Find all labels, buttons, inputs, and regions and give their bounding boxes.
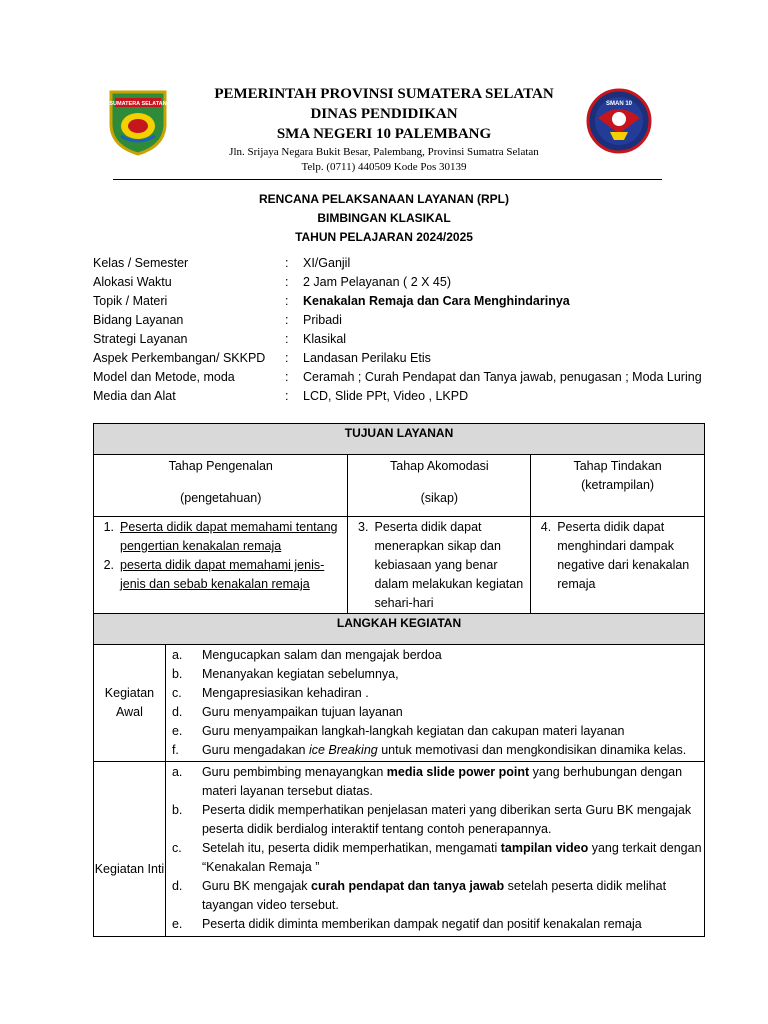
kegiatan-awal-label: Kegiatan Awal	[94, 645, 166, 762]
meta-label: Topik / Materi	[93, 294, 168, 308]
meta-label: Model dan Metode, moda	[93, 370, 235, 384]
list-item: d. Guru BK mengajak curah pendapat dan tanya jawab setelah peserta didik melihat tayangan video tersebut.	[171, 879, 667, 912]
kegiatan-awal-items	[165, 645, 704, 762]
meta-row	[93, 330, 713, 349]
meta-colon: :	[285, 370, 289, 384]
meta-label: Kelas / Semester	[93, 256, 189, 270]
meta-colon: :	[285, 313, 289, 327]
logo-left-text: SUMATERA SELATAN	[109, 101, 167, 107]
logo-right-text: SMAN 10	[605, 101, 633, 107]
meta-row	[93, 273, 713, 292]
meta-row	[93, 387, 713, 406]
meta-value: XI/Ganjil	[303, 256, 351, 270]
meta-row	[93, 311, 713, 330]
meta-value: 2 Jam Pelayanan ( 2 X 45)	[303, 275, 451, 289]
meta-value: Pribadi	[303, 313, 342, 327]
meta-row	[93, 254, 713, 273]
list-item: 4. Peserta didik dapat menghindari dampak negative dari kenakalan remaja	[540, 520, 690, 591]
list-item: c. Setelah itu, peserta didik memperhatikan, mengamati tampilan video yang terkait dengan “Kenakalan Remaja ”	[171, 841, 702, 874]
doc-title-line1: RENCANA PELAKSANAAN LAYANAN (RPL)	[258, 192, 509, 206]
col-akomodasi-head: Tahap Akomodasi (sikap)	[348, 455, 531, 517]
meta-colon: :	[285, 351, 289, 365]
letterhead-government: PEMERINTAH PROVINSI SUMATERA SELATAN	[214, 86, 554, 102]
langkah-header: LANGKAH KEGIATAN	[94, 614, 705, 645]
meta-label: Media dan Alat	[93, 389, 176, 403]
meta-colon: :	[285, 275, 289, 289]
letterhead	[0, 84, 768, 175]
tujuan-header: TUJUAN LAYANAN	[94, 424, 705, 455]
meta-label: Bidang Layanan	[93, 313, 184, 327]
letterhead-department: DINAS PENDIDIKAN	[310, 106, 458, 122]
meta-label: Aspek Perkembangan/ SKKPD	[93, 351, 266, 365]
list-item: f. Guru mengadakan ice Breaking untuk memotivasi dan mengkondisikan dinamika kelas.	[171, 743, 687, 757]
meta-value: LCD, Slide PPt, Video , LKPD	[303, 389, 469, 403]
meta-row	[93, 349, 713, 368]
letterhead-address: Jln. Srijaya Negara Bukit Besar, Palembang, Provinsi Sumatra Selatan	[229, 146, 539, 158]
list-item: b. Menanyakan kegiatan sebelumnya,	[171, 667, 399, 681]
letterhead-divider	[113, 179, 662, 180]
meta-row	[93, 368, 713, 387]
list-item: 1. Peserta didik dapat memahami tentang pengertian kenakalan remaja	[103, 520, 338, 553]
doc-title-line3: TAHUN PELAJARAN 2024/2025	[295, 230, 473, 244]
letterhead-phone: Telp. (0711) 440509 Kode Pos 30139	[301, 161, 467, 173]
meta-row	[93, 292, 713, 311]
letterhead-school: SMA NEGERI 10 PALEMBANG	[276, 126, 492, 142]
list-item: a. Mengucapkan salam dan mengajak berdoa	[171, 648, 442, 662]
col-tindakan-items	[531, 517, 705, 614]
meta-colon: :	[285, 294, 289, 308]
meta-value: Landasan Perilaku Etis	[303, 351, 431, 365]
meta-colon: :	[285, 256, 289, 270]
meta-value-topic: Kenakalan Remaja dan Cara Menghindarinya	[303, 294, 570, 308]
list-item: e. Peserta didik diminta memberikan dampak negatif dan positif kenakalan remaja	[171, 917, 642, 931]
col-akomodasi-items	[348, 517, 531, 614]
meta-value: Klasikal	[303, 332, 347, 346]
doc-title-line2: BIMBINGAN KLASIKAL	[317, 211, 451, 225]
list-item: a. Guru pembimbing menayangkan media slide power point yang berhubungan dengan materi layanan tersebut diatas.	[171, 765, 683, 798]
meta-colon: :	[285, 389, 289, 403]
col-tindakan-head: Tahap Tindakan (ketrampilan)	[531, 455, 705, 517]
list-item: c. Mengapresiasikan kehadiran .	[171, 686, 369, 700]
meta-info	[93, 254, 713, 406]
meta-label: Strategi Layanan	[93, 332, 188, 346]
kegiatan-inti-label: Kegiatan Inti	[94, 762, 166, 937]
col-pengenalan-head: Tahap Pengenalan (pengetahuan)	[94, 455, 348, 517]
list-item: 2. peserta didik dapat memahami jenis-jenis dan sebab kenakalan remaja	[103, 558, 325, 591]
rpl-table	[93, 423, 705, 937]
kegiatan-inti-items	[165, 762, 704, 937]
list-item: 3. Peserta didik dapat menerapkan sikap dan kebiasaan yang benar dalam melakukan kegiatan sehari-hari	[358, 520, 524, 610]
list-item: d. Guru menyampaikan tujuan layanan	[171, 705, 403, 719]
meta-colon: :	[285, 332, 289, 346]
meta-value: Ceramah ; Curah Pendapat dan Tanya jawab, penugasan ; Moda Luring	[303, 370, 702, 384]
col-pengenalan-items	[94, 517, 348, 614]
meta-label: Alokasi Waktu	[93, 275, 172, 289]
list-item: b. Peserta didik memperhatikan penjelasan materi yang diberikan serta Guru BK mengajak peserta didik berdialog interaktif tentang contoh penerapannya.	[171, 803, 692, 836]
list-item: e. Guru menyampaikan langkah-langkah kegiatan dan cakupan materi layanan	[171, 724, 625, 738]
